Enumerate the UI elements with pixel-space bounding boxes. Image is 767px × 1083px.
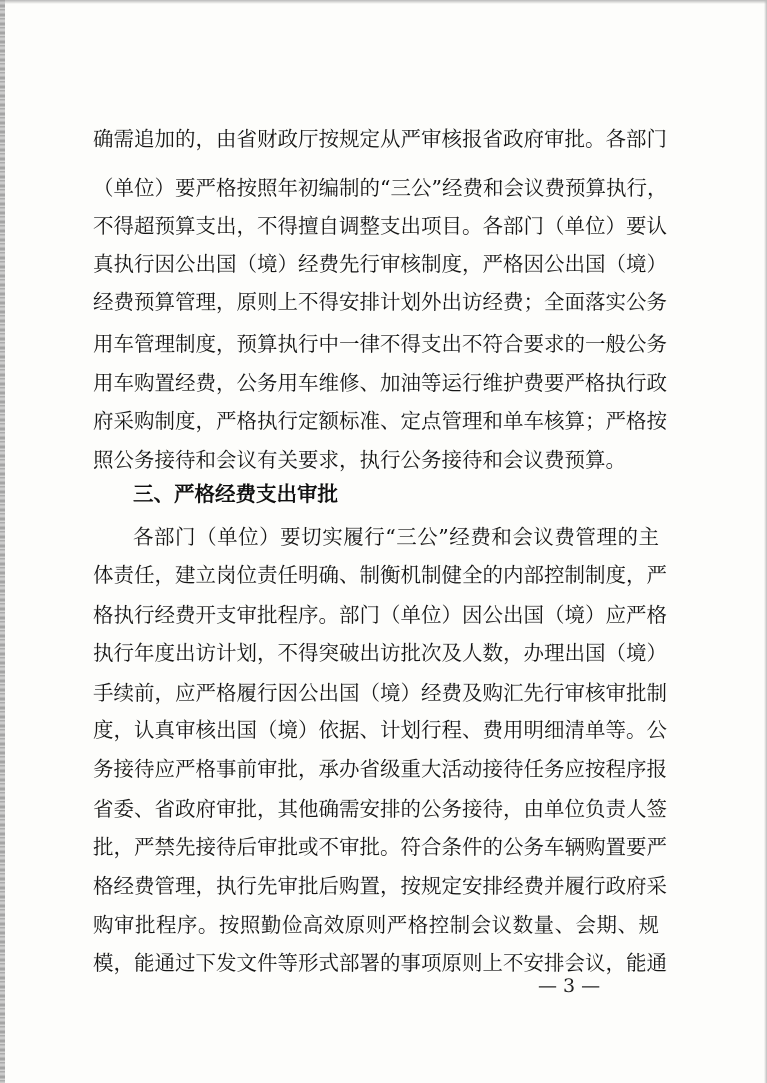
body-line: 格经费管理，执行先审批后购置，按规定安排经费并履行政府采 [93,874,667,898]
body-line: 省委、省政府审批，其他确需安排的公务接待，由单位负责人签 [93,797,667,821]
body-line: 执行年度出访计划，不得突破出访批次及人数，办理出国（境） [93,641,667,665]
body-line: 体责任，建立岗位责任明确、制衡机制健全的内部控制制度，严 [93,563,667,587]
body-line: 用车管理制度，预算执行中一律不得支出不符合要求的一般公务 [93,332,667,356]
body-line: 手续前，应严格履行因公出国（境）经费及购汇先行审核审批制 [93,681,667,705]
body-line: 经费预算管理，原则上不得安排计划外出访经费；全面落实公务 [93,290,667,314]
body-line: 度，认真审核出国（境）依据、计划行程、费用明细清单等。公 [93,718,667,742]
body-line: 真执行因公出国（境）经费先行审核制度，严格因公出国（境） [93,252,667,276]
body-line: 格执行经费开支审批程序。部门（单位）因公出国（境）应严格 [93,603,667,627]
scan-edge-left [0,0,5,1083]
body-line: （单位）要严格按照年初编制的“三公”经费和会议费预算执行， [93,176,668,200]
body-line: 照公务接待和会议有关要求，执行公务接待和会议费预算。 [93,448,626,472]
body-line: 各部门（单位）要切实履行“三公”经费和会议费管理的主 [133,525,659,549]
body-line: 府采购制度，严格执行定额标准、定点管理和单车核算；严格按 [93,409,667,433]
body-line: 不得超预算支出，不得擅自调整支出项目。各部门（单位）要认 [93,214,667,238]
body-line: 批，严禁先接待后审批或不审批。符合条件的公务车辆购置要严 [93,835,667,859]
body-line: 用车购置经费，公务用车维修、加油等运行维护费要严格执行政 [93,371,667,395]
body-line: 务接待应严格事前审批，承办省级重大活动接待任务应按程序报 [93,757,667,781]
body-line: 购审批程序。按照勤俭高效原则严格控制会议数量、会期、规 [93,913,659,937]
scan-edge-top [0,0,767,4]
page-number: — 3 — [538,975,601,997]
body-line: 模，能通过下发文件等形式部署的事项原则上不安排会议，能通 [93,951,667,975]
section-heading: 三、严格经费支出审批 [133,482,338,506]
body-line: 确需追加的，由省财政厅按规定从严审核报省政府审批。各部门 [93,127,667,151]
